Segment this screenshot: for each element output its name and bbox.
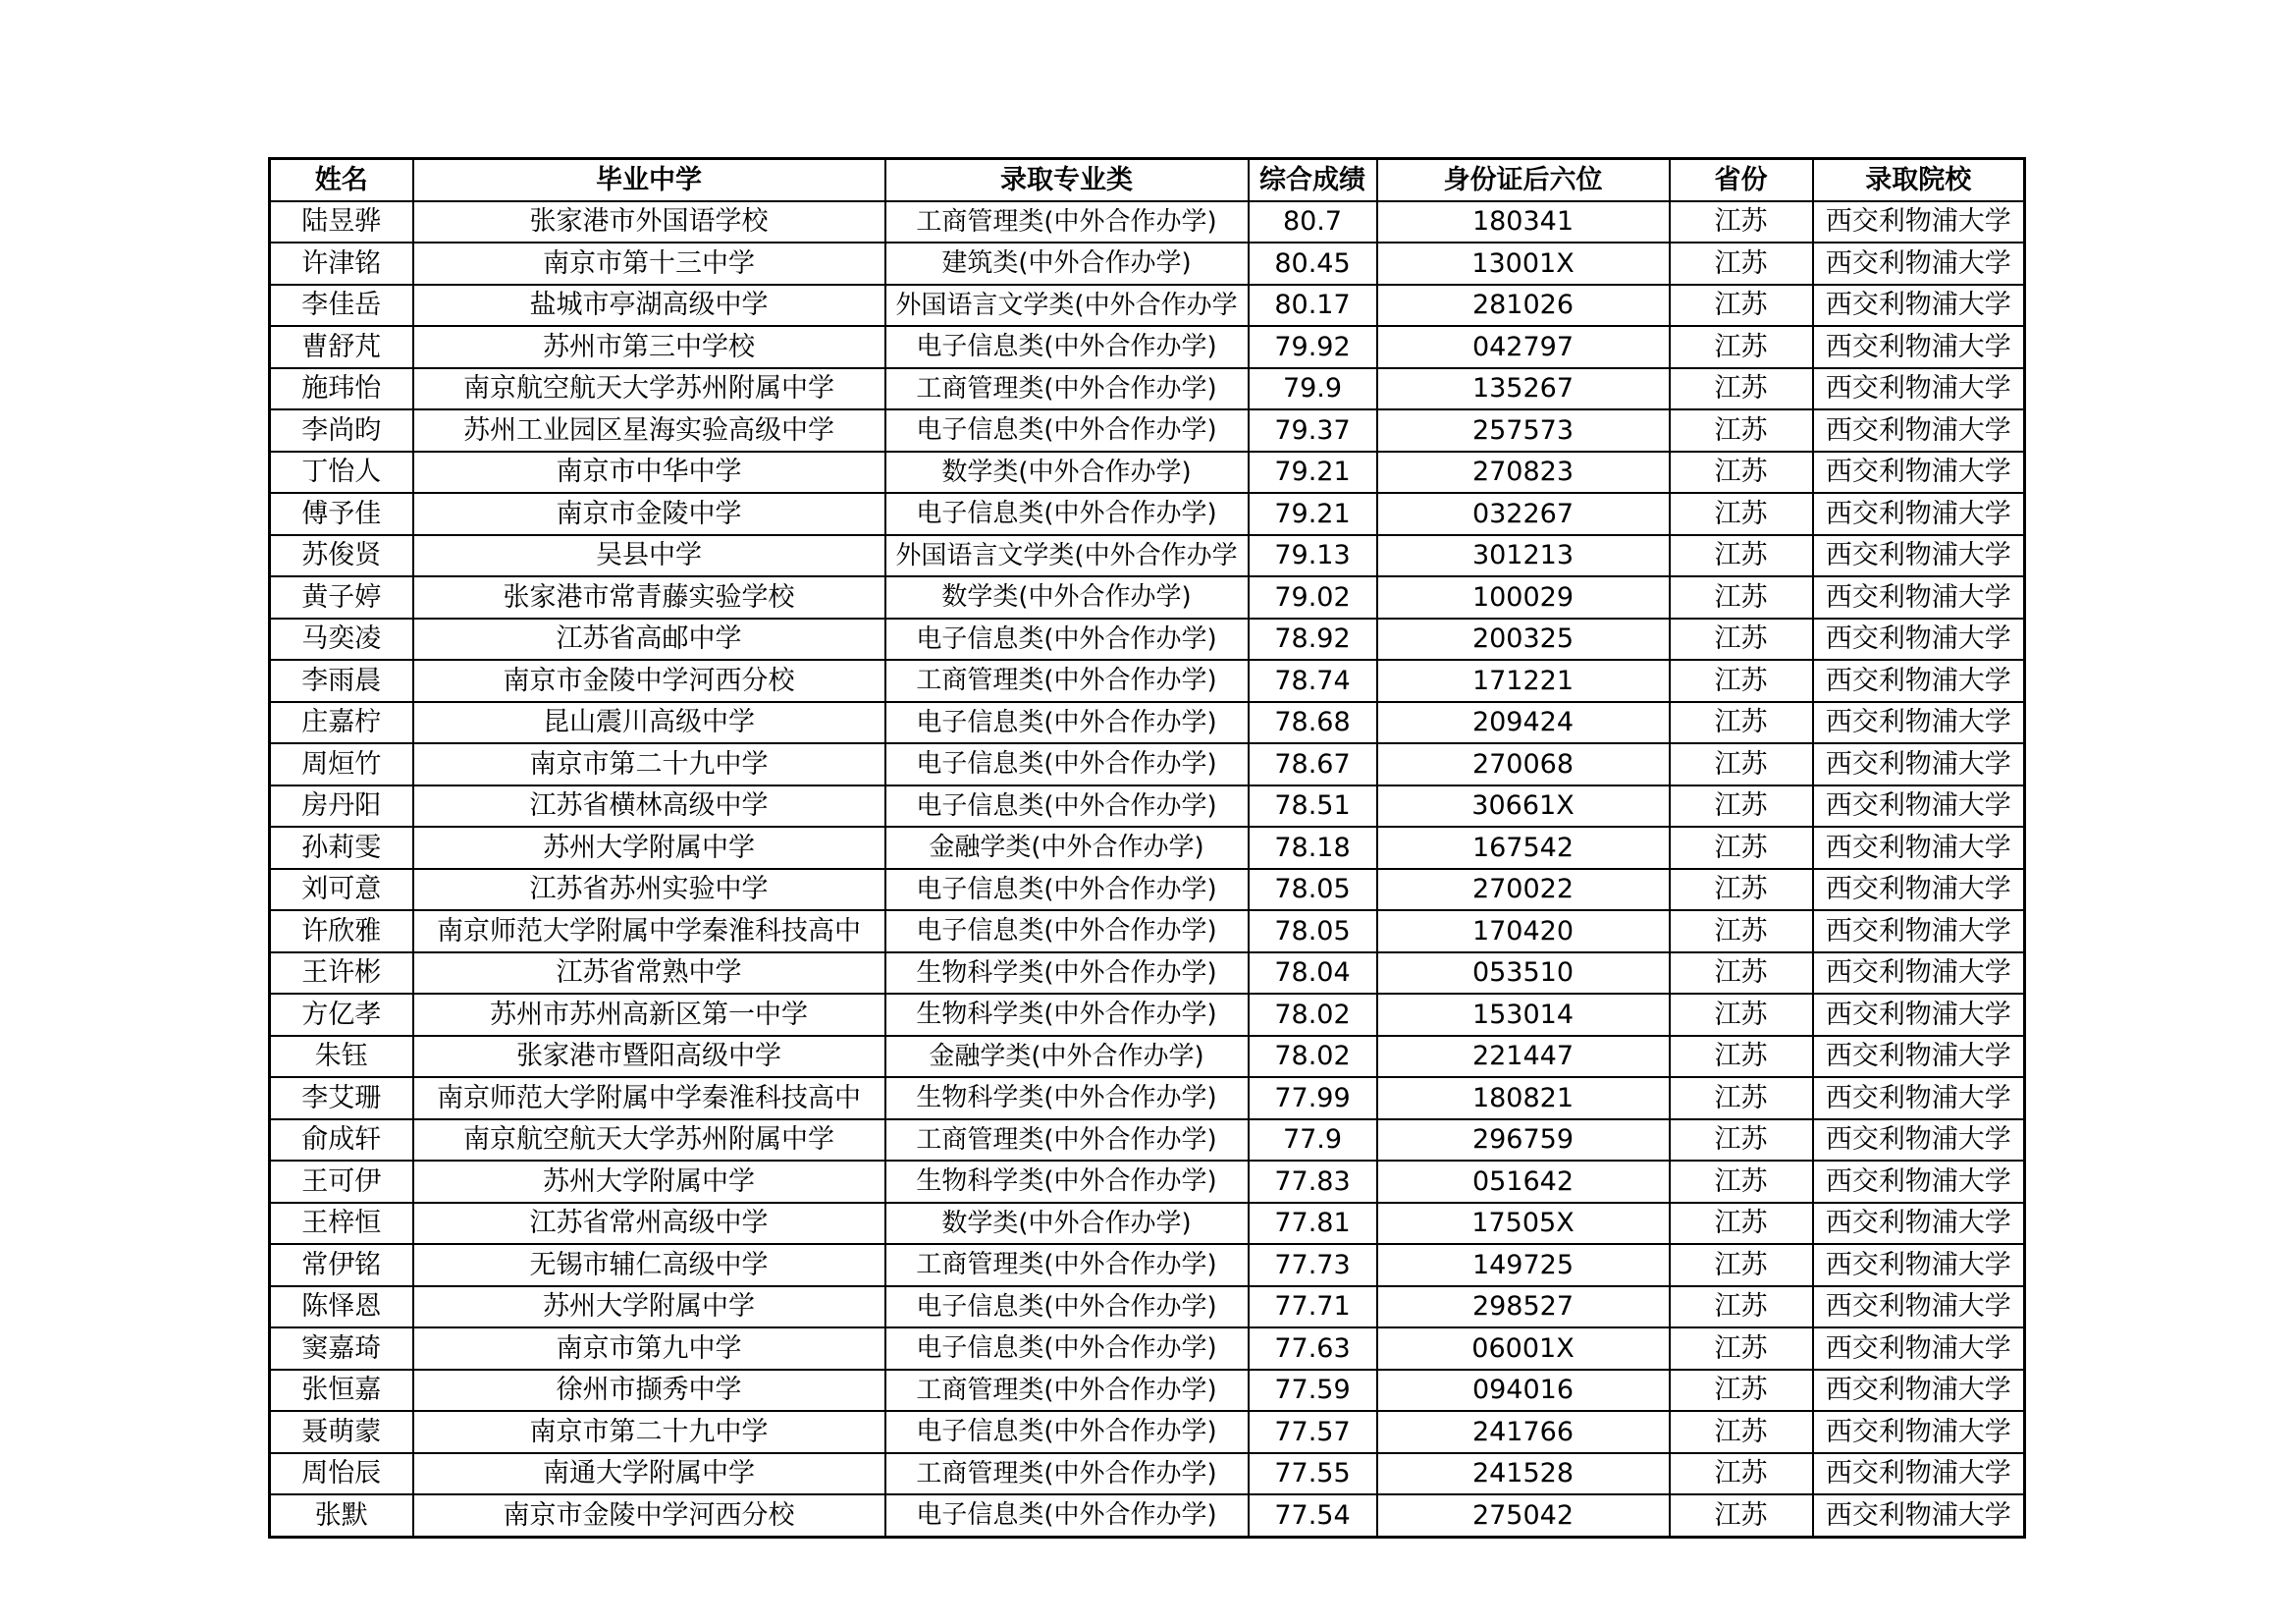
province-cell: 江苏 <box>1670 994 1813 1036</box>
major-cell: 金融学类(中外合作办学) <box>885 1036 1249 1078</box>
id-cell: 153014 <box>1377 994 1670 1036</box>
school-cell: 苏州大学附属中学 <box>413 827 885 869</box>
university-cell: 西交利物浦大学 <box>1813 1119 2025 1162</box>
school-cell: 苏州大学附属中学 <box>413 1286 885 1328</box>
score-cell: 78.18 <box>1249 827 1377 869</box>
table-row <box>270 910 2025 952</box>
table-row <box>270 243 2025 285</box>
id-cell: 30661X <box>1377 785 1670 828</box>
major-cell: 工商管理类(中外合作办学) <box>885 1453 1249 1495</box>
score-cell: 77.9 <box>1249 1119 1377 1162</box>
score-cell: 78.74 <box>1249 660 1377 702</box>
school-cell: 昆山震川高级中学 <box>413 702 885 744</box>
province-cell: 江苏 <box>1670 535 1813 577</box>
id-cell: 149725 <box>1377 1244 1670 1286</box>
id-cell: 281026 <box>1377 285 1670 327</box>
name-cell: 周烜竹 <box>270 743 413 785</box>
name-cell: 俞成轩 <box>270 1119 413 1162</box>
score-cell: 79.13 <box>1249 535 1377 577</box>
table-row <box>270 994 2025 1036</box>
table-row <box>270 1327 2025 1370</box>
province-cell: 江苏 <box>1670 660 1813 702</box>
name-cell: 房丹阳 <box>270 785 413 828</box>
id-cell: 100029 <box>1377 576 1670 619</box>
major-cell: 电子信息类(中外合作办学) <box>885 493 1249 535</box>
table-row <box>270 1494 2025 1537</box>
id-cell: 170420 <box>1377 910 1670 952</box>
name-cell: 常伊铭 <box>270 1244 413 1286</box>
table-row <box>270 1036 2025 1078</box>
score-cell: 79.37 <box>1249 409 1377 452</box>
id-cell: 270068 <box>1377 743 1670 785</box>
score-cell: 78.02 <box>1249 994 1377 1036</box>
major-cell: 数学类(中外合作办学) <box>885 576 1249 619</box>
score-cell: 78.05 <box>1249 910 1377 952</box>
header-province: 省份 <box>1670 159 1813 201</box>
university-cell: 西交利物浦大学 <box>1813 409 2025 452</box>
major-cell: 生物科学类(中外合作办学) <box>885 994 1249 1036</box>
university-cell: 西交利物浦大学 <box>1813 1327 2025 1370</box>
school-cell: 南京师范大学附属中学秦淮科技高中 <box>413 910 885 952</box>
id-cell: 032267 <box>1377 493 1670 535</box>
table-row <box>270 201 2025 244</box>
school-cell: 江苏省常熟中学 <box>413 952 885 995</box>
table-row <box>270 452 2025 494</box>
id-cell: 13001X <box>1377 243 1670 285</box>
province-cell: 江苏 <box>1670 619 1813 661</box>
university-cell: 西交利物浦大学 <box>1813 243 2025 285</box>
school-cell: 盐城市亭湖高级中学 <box>413 285 885 327</box>
province-cell: 江苏 <box>1670 493 1813 535</box>
school-cell: 南京市金陵中学河西分校 <box>413 660 885 702</box>
major-cell: 生物科学类(中外合作办学) <box>885 1161 1249 1203</box>
score-cell: 78.51 <box>1249 785 1377 828</box>
university-cell: 西交利物浦大学 <box>1813 1036 2025 1078</box>
university-cell: 西交利物浦大学 <box>1813 827 2025 869</box>
table-row <box>270 1203 2025 1245</box>
school-cell: 江苏省常州高级中学 <box>413 1203 885 1245</box>
score-cell: 77.81 <box>1249 1203 1377 1245</box>
score-cell: 78.68 <box>1249 702 1377 744</box>
header-row <box>270 159 2025 201</box>
university-cell: 西交利物浦大学 <box>1813 1203 2025 1245</box>
header-id-last-six: 身份证后六位 <box>1377 159 1670 201</box>
name-cell: 刘可意 <box>270 869 413 911</box>
major-cell: 外国语言文学类(中外合作办学 <box>885 285 1249 327</box>
school-cell: 无锡市辅仁高级中学 <box>413 1244 885 1286</box>
table-row <box>270 702 2025 744</box>
id-cell: 171221 <box>1377 660 1670 702</box>
name-cell: 李佳岳 <box>270 285 413 327</box>
score-cell: 77.57 <box>1249 1411 1377 1453</box>
school-cell: 南京航空航天大学苏州附属中学 <box>413 368 885 410</box>
school-cell: 南京市第九中学 <box>413 1327 885 1370</box>
name-cell: 李艾珊 <box>270 1077 413 1119</box>
university-cell: 西交利物浦大学 <box>1813 910 2025 952</box>
university-cell: 西交利物浦大学 <box>1813 1370 2025 1412</box>
name-cell: 张恒嘉 <box>270 1370 413 1412</box>
table-row <box>270 1370 2025 1412</box>
major-cell: 电子信息类(中外合作办学) <box>885 1411 1249 1453</box>
name-cell: 张默 <box>270 1494 413 1537</box>
table-row <box>270 869 2025 911</box>
province-cell: 江苏 <box>1670 409 1813 452</box>
major-cell: 金融学类(中外合作办学) <box>885 827 1249 869</box>
school-cell: 南京市金陵中学 <box>413 493 885 535</box>
school-cell: 南京市第二十九中学 <box>413 1411 885 1453</box>
school-cell: 苏州市苏州高新区第一中学 <box>413 994 885 1036</box>
id-cell: 094016 <box>1377 1370 1670 1412</box>
major-cell: 工商管理类(中外合作办学) <box>885 660 1249 702</box>
name-cell: 周怡辰 <box>270 1453 413 1495</box>
major-cell: 建筑类(中外合作办学) <box>885 243 1249 285</box>
school-cell: 南京师范大学附属中学秦淮科技高中 <box>413 1077 885 1119</box>
id-cell: 209424 <box>1377 702 1670 744</box>
province-cell: 江苏 <box>1670 827 1813 869</box>
province-cell: 江苏 <box>1670 1494 1813 1537</box>
school-cell: 张家港市外国语学校 <box>413 201 885 244</box>
university-cell: 西交利物浦大学 <box>1813 326 2025 368</box>
university-cell: 西交利物浦大学 <box>1813 1286 2025 1328</box>
province-cell: 江苏 <box>1670 1203 1813 1245</box>
score-cell: 79.21 <box>1249 493 1377 535</box>
province-cell: 江苏 <box>1670 1370 1813 1412</box>
id-cell: 270022 <box>1377 869 1670 911</box>
school-cell: 南京市中华中学 <box>413 452 885 494</box>
university-cell: 西交利物浦大学 <box>1813 619 2025 661</box>
major-cell: 外国语言文学类(中外合作办学 <box>885 535 1249 577</box>
table-row <box>270 660 2025 702</box>
province-cell: 江苏 <box>1670 1161 1813 1203</box>
id-cell: 051642 <box>1377 1161 1670 1203</box>
table-row <box>270 493 2025 535</box>
province-cell: 江苏 <box>1670 1453 1813 1495</box>
province-cell: 江苏 <box>1670 952 1813 995</box>
school-cell: 苏州市第三中学校 <box>413 326 885 368</box>
id-cell: 200325 <box>1377 619 1670 661</box>
id-cell: 167542 <box>1377 827 1670 869</box>
province-cell: 江苏 <box>1670 326 1813 368</box>
table-row <box>270 368 2025 410</box>
name-cell: 苏俊贤 <box>270 535 413 577</box>
name-cell: 许津铭 <box>270 243 413 285</box>
table-row <box>270 1244 2025 1286</box>
score-cell: 78.04 <box>1249 952 1377 995</box>
major-cell: 数学类(中外合作办学) <box>885 452 1249 494</box>
province-cell: 江苏 <box>1670 452 1813 494</box>
major-cell: 生物科学类(中外合作办学) <box>885 1077 1249 1119</box>
university-cell: 西交利物浦大学 <box>1813 1077 2025 1119</box>
school-cell: 江苏省苏州实验中学 <box>413 869 885 911</box>
id-cell: 180821 <box>1377 1077 1670 1119</box>
table-row <box>270 743 2025 785</box>
id-cell: 257573 <box>1377 409 1670 452</box>
name-cell: 李雨晨 <box>270 660 413 702</box>
admission-table <box>268 157 2026 1539</box>
province-cell: 江苏 <box>1670 285 1813 327</box>
major-cell: 工商管理类(中外合作办学) <box>885 1119 1249 1162</box>
university-cell: 西交利物浦大学 <box>1813 368 2025 410</box>
id-cell: 180341 <box>1377 201 1670 244</box>
table-row <box>270 1286 2025 1328</box>
name-cell: 庄嘉柠 <box>270 702 413 744</box>
id-cell: 221447 <box>1377 1036 1670 1078</box>
university-cell: 西交利物浦大学 <box>1813 535 2025 577</box>
id-cell: 053510 <box>1377 952 1670 995</box>
school-cell: 苏州工业园区星海实验高级中学 <box>413 409 885 452</box>
table-row <box>270 1453 2025 1495</box>
header-name: 姓名 <box>270 159 413 201</box>
score-cell: 79.21 <box>1249 452 1377 494</box>
table-row <box>270 952 2025 995</box>
school-cell: 江苏省高邮中学 <box>413 619 885 661</box>
major-cell: 电子信息类(中外合作办学) <box>885 1286 1249 1328</box>
name-cell: 曹舒芃 <box>270 326 413 368</box>
score-cell: 77.73 <box>1249 1244 1377 1286</box>
major-cell: 电子信息类(中外合作办学) <box>885 1494 1249 1537</box>
table-row <box>270 409 2025 452</box>
score-cell: 77.71 <box>1249 1286 1377 1328</box>
name-cell: 方亿孝 <box>270 994 413 1036</box>
school-cell: 徐州市撷秀中学 <box>413 1370 885 1412</box>
header-score: 综合成绩 <box>1249 159 1377 201</box>
score-cell: 77.83 <box>1249 1161 1377 1203</box>
id-cell: 241528 <box>1377 1453 1670 1495</box>
school-cell: 南京市第二十九中学 <box>413 743 885 785</box>
university-cell: 西交利物浦大学 <box>1813 994 2025 1036</box>
score-cell: 78.67 <box>1249 743 1377 785</box>
header-school: 毕业中学 <box>413 159 885 201</box>
university-cell: 西交利物浦大学 <box>1813 1244 2025 1286</box>
table-row <box>270 535 2025 577</box>
table-row <box>270 1119 2025 1162</box>
province-cell: 江苏 <box>1670 702 1813 744</box>
university-cell: 西交利物浦大学 <box>1813 702 2025 744</box>
university-cell: 西交利物浦大学 <box>1813 952 2025 995</box>
major-cell: 工商管理类(中外合作办学) <box>885 368 1249 410</box>
id-cell: 17505X <box>1377 1203 1670 1245</box>
major-cell: 电子信息类(中外合作办学) <box>885 743 1249 785</box>
score-cell: 80.45 <box>1249 243 1377 285</box>
score-cell: 77.54 <box>1249 1494 1377 1537</box>
score-cell: 80.7 <box>1249 201 1377 244</box>
name-cell: 李尚昀 <box>270 409 413 452</box>
name-cell: 马奕凌 <box>270 619 413 661</box>
province-cell: 江苏 <box>1670 1327 1813 1370</box>
province-cell: 江苏 <box>1670 243 1813 285</box>
score-cell: 80.17 <box>1249 285 1377 327</box>
name-cell: 陈怿恩 <box>270 1286 413 1328</box>
score-cell: 77.63 <box>1249 1327 1377 1370</box>
name-cell: 朱钰 <box>270 1036 413 1078</box>
id-cell: 270823 <box>1377 452 1670 494</box>
school-cell: 张家港市常青藤实验学校 <box>413 576 885 619</box>
university-cell: 西交利物浦大学 <box>1813 1161 2025 1203</box>
university-cell: 西交利物浦大学 <box>1813 1453 2025 1495</box>
table-body <box>270 201 2025 1538</box>
major-cell: 生物科学类(中外合作办学) <box>885 952 1249 995</box>
province-cell: 江苏 <box>1670 1036 1813 1078</box>
university-cell: 西交利物浦大学 <box>1813 285 2025 327</box>
name-cell: 陆昱骅 <box>270 201 413 244</box>
major-cell: 工商管理类(中外合作办学) <box>885 201 1249 244</box>
id-cell: 042797 <box>1377 326 1670 368</box>
name-cell: 王可伊 <box>270 1161 413 1203</box>
university-cell: 西交利物浦大学 <box>1813 743 2025 785</box>
province-cell: 江苏 <box>1670 1077 1813 1119</box>
score-cell: 77.55 <box>1249 1453 1377 1495</box>
score-cell: 78.02 <box>1249 1036 1377 1078</box>
header-university: 录取院校 <box>1813 159 2025 201</box>
id-cell: 241766 <box>1377 1411 1670 1453</box>
id-cell: 275042 <box>1377 1494 1670 1537</box>
major-cell: 电子信息类(中外合作办学) <box>885 702 1249 744</box>
id-cell: 301213 <box>1377 535 1670 577</box>
name-cell: 黄子婷 <box>270 576 413 619</box>
id-cell: 298527 <box>1377 1286 1670 1328</box>
province-cell: 江苏 <box>1670 576 1813 619</box>
name-cell: 傅予佳 <box>270 493 413 535</box>
province-cell: 江苏 <box>1670 1119 1813 1162</box>
university-cell: 西交利物浦大学 <box>1813 201 2025 244</box>
header-major: 录取专业类 <box>885 159 1249 201</box>
school-cell: 南京市金陵中学河西分校 <box>413 1494 885 1537</box>
major-cell: 电子信息类(中外合作办学) <box>885 326 1249 368</box>
province-cell: 江苏 <box>1670 368 1813 410</box>
major-cell: 电子信息类(中外合作办学) <box>885 869 1249 911</box>
university-cell: 西交利物浦大学 <box>1813 660 2025 702</box>
province-cell: 江苏 <box>1670 1411 1813 1453</box>
id-cell: 135267 <box>1377 368 1670 410</box>
score-cell: 77.99 <box>1249 1077 1377 1119</box>
name-cell: 聂萌蒙 <box>270 1411 413 1453</box>
name-cell: 王梓恒 <box>270 1203 413 1245</box>
id-cell: 296759 <box>1377 1119 1670 1162</box>
province-cell: 江苏 <box>1670 743 1813 785</box>
score-cell: 79.9 <box>1249 368 1377 410</box>
name-cell: 许欣雅 <box>270 910 413 952</box>
province-cell: 江苏 <box>1670 869 1813 911</box>
id-cell: 06001X <box>1377 1327 1670 1370</box>
major-cell: 电子信息类(中外合作办学) <box>885 910 1249 952</box>
score-cell: 78.05 <box>1249 869 1377 911</box>
major-cell: 数学类(中外合作办学) <box>885 1203 1249 1245</box>
university-cell: 西交利物浦大学 <box>1813 869 2025 911</box>
score-cell: 79.02 <box>1249 576 1377 619</box>
province-cell: 江苏 <box>1670 1286 1813 1328</box>
major-cell: 工商管理类(中外合作办学) <box>885 1370 1249 1412</box>
school-cell: 南通大学附属中学 <box>413 1453 885 1495</box>
major-cell: 电子信息类(中外合作办学) <box>885 409 1249 452</box>
name-cell: 施玮怡 <box>270 368 413 410</box>
name-cell: 窦嘉琦 <box>270 1327 413 1370</box>
major-cell: 工商管理类(中外合作办学) <box>885 1244 1249 1286</box>
table-row <box>270 827 2025 869</box>
name-cell: 孙莉雯 <box>270 827 413 869</box>
name-cell: 丁怡人 <box>270 452 413 494</box>
table-row <box>270 1077 2025 1119</box>
school-cell: 苏州大学附属中学 <box>413 1161 885 1203</box>
university-cell: 西交利物浦大学 <box>1813 452 2025 494</box>
major-cell: 电子信息类(中外合作办学) <box>885 619 1249 661</box>
province-cell: 江苏 <box>1670 201 1813 244</box>
province-cell: 江苏 <box>1670 785 1813 828</box>
score-cell: 79.92 <box>1249 326 1377 368</box>
table-row <box>270 326 2025 368</box>
school-cell: 南京市第十三中学 <box>413 243 885 285</box>
university-cell: 西交利物浦大学 <box>1813 576 2025 619</box>
major-cell: 电子信息类(中外合作办学) <box>885 785 1249 828</box>
school-cell: 吴县中学 <box>413 535 885 577</box>
table-row <box>270 1411 2025 1453</box>
major-cell: 电子信息类(中外合作办学) <box>885 1327 1249 1370</box>
university-cell: 西交利物浦大学 <box>1813 1494 2025 1537</box>
score-cell: 77.59 <box>1249 1370 1377 1412</box>
university-cell: 西交利物浦大学 <box>1813 1411 2025 1453</box>
province-cell: 江苏 <box>1670 1244 1813 1286</box>
university-cell: 西交利物浦大学 <box>1813 785 2025 828</box>
table-row <box>270 285 2025 327</box>
university-cell: 西交利物浦大学 <box>1813 493 2025 535</box>
table-row <box>270 576 2025 619</box>
name-cell: 王许彬 <box>270 952 413 995</box>
province-cell: 江苏 <box>1670 910 1813 952</box>
school-cell: 江苏省横林高级中学 <box>413 785 885 828</box>
table-row <box>270 785 2025 828</box>
table-row <box>270 619 2025 661</box>
school-cell: 张家港市暨阳高级中学 <box>413 1036 885 1078</box>
score-cell: 78.92 <box>1249 619 1377 661</box>
school-cell: 南京航空航天大学苏州附属中学 <box>413 1119 885 1162</box>
table-row <box>270 1161 2025 1203</box>
